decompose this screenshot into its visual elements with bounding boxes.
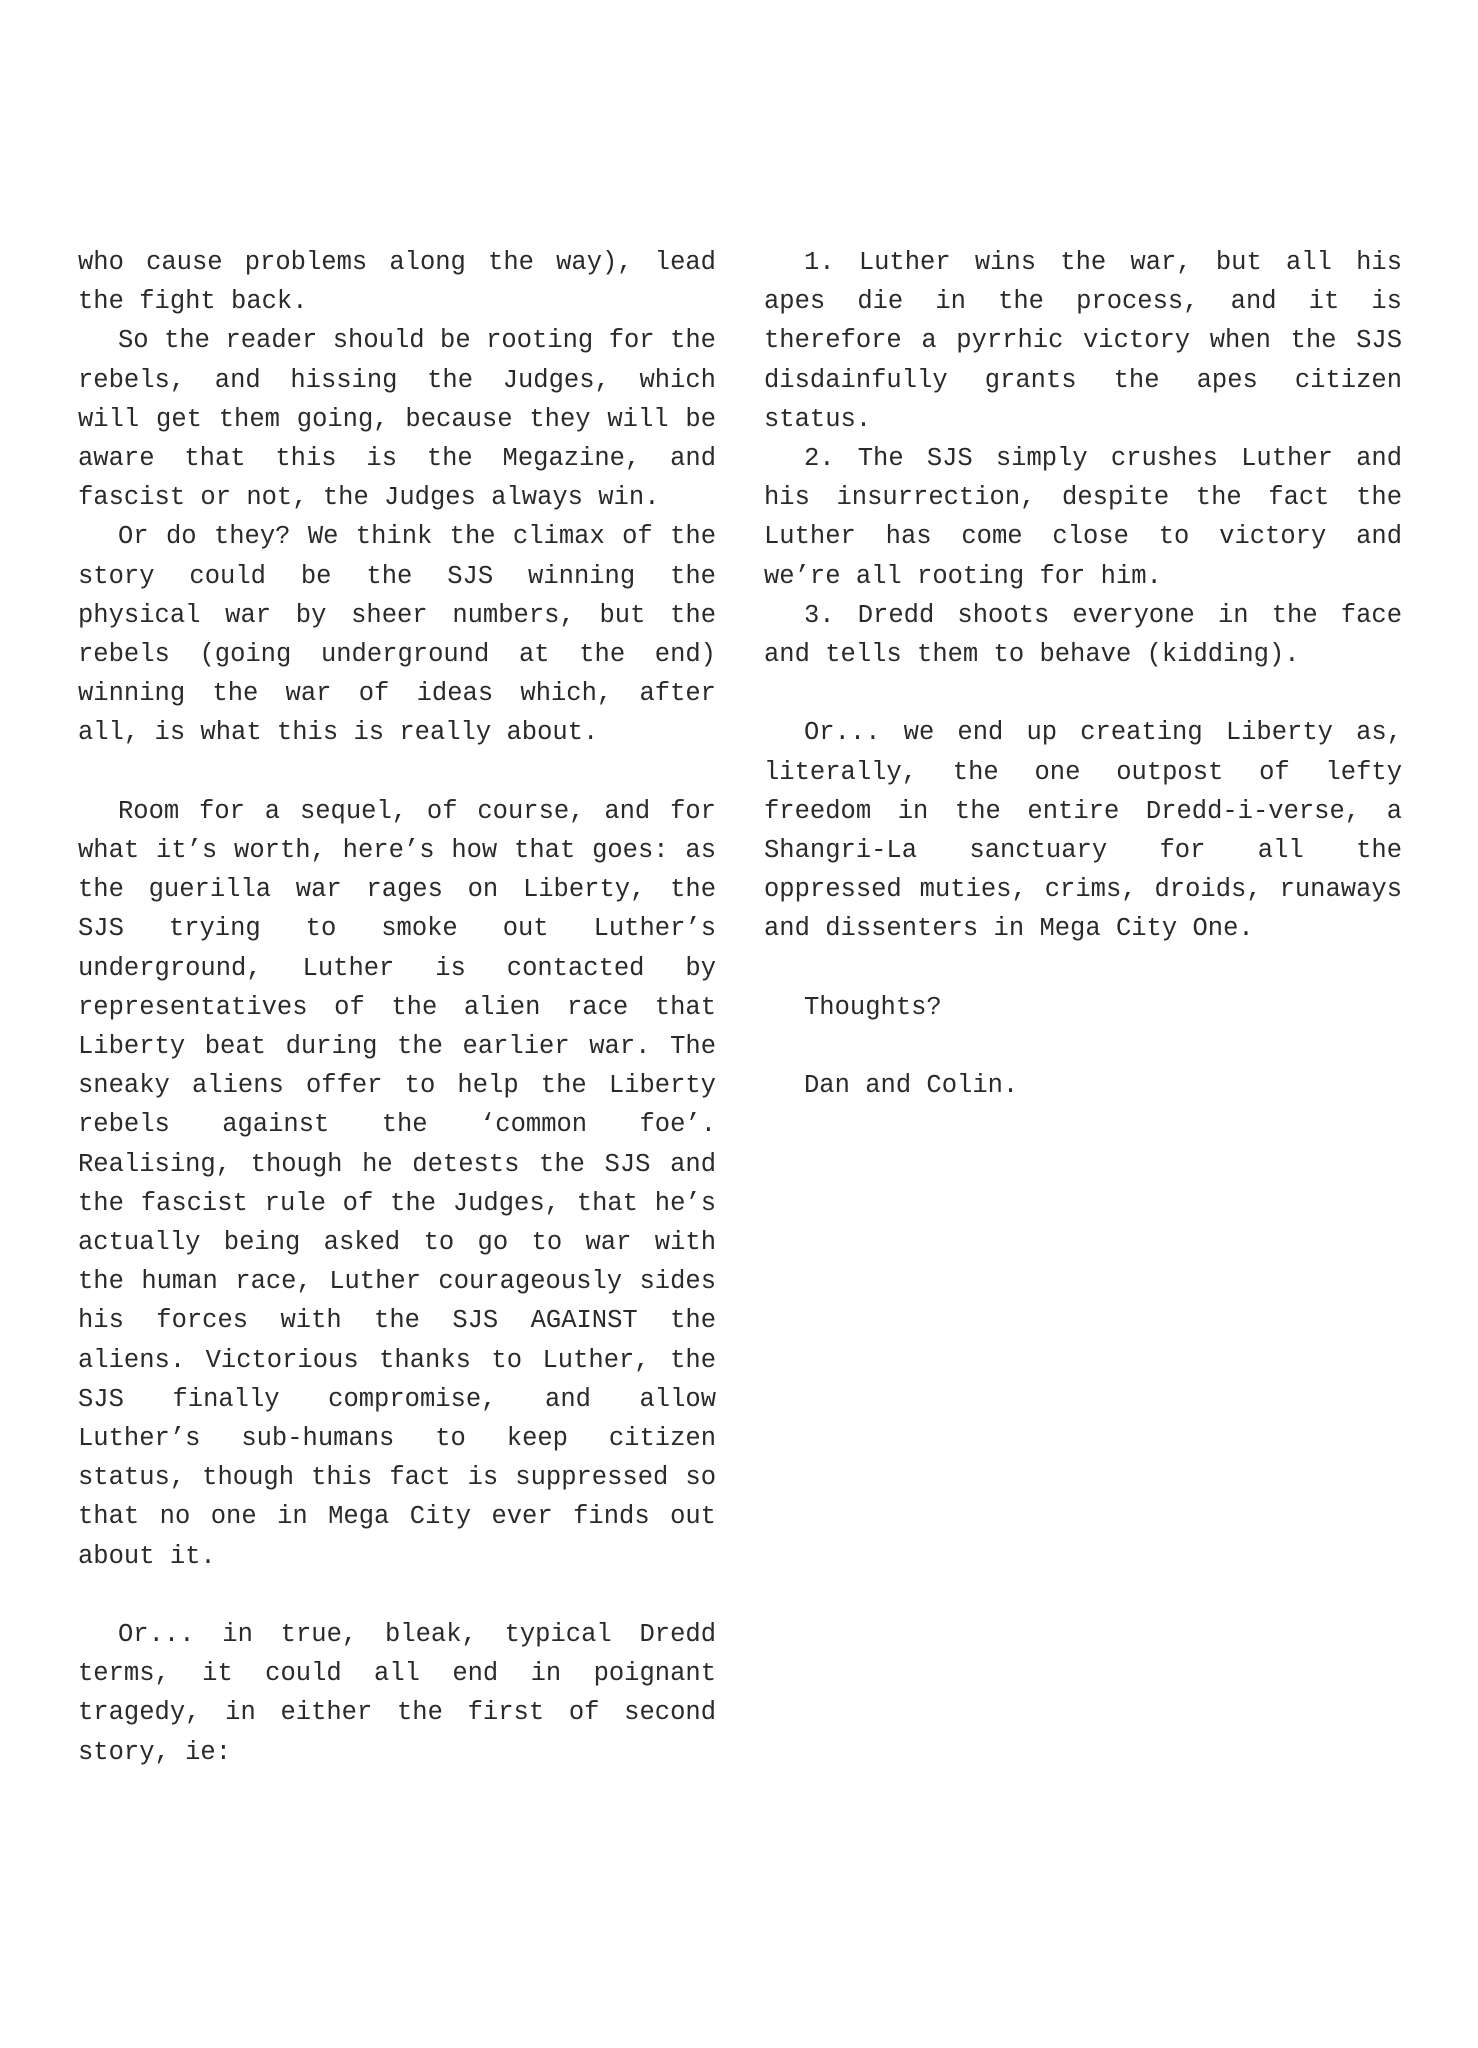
- left-text-column: [78, 243, 716, 1772]
- paragraph-tragedy: Or... in true, bleak, typical Dredd terms, it could all end in poignant tragedy, in either the first of second story, ie:: [78, 1620, 716, 1767]
- list-item-3: 3. Dredd shoots everyone in the face and tells them to behave (kidding).: [764, 600, 1402, 670]
- paragraph-sequel: Room for a sequel, of course, and for what it’s worth, here’s how that goes: as the guerilla war rages on Liberty, the SJS trying to smoke out Luther’s underground, Luther is contacted by representatives of the alien race that Liberty beat during the earlier war. The sneaky aliens offer to help the Liberty rebels against the ‘common foe’. Realising, though he detests the SJS and the fascist rule of the Judges, that he’s actually being asked to go to war with the human race, Luther courageously sides his forces with the SJS AGAINST the aliens. Victorious thanks to Luther, the SJS finally compromise, and allow Luther’s sub-humans to keep citizen status, though this fact is suppressed so that no one in Mega City ever finds out about it.: [78, 796, 716, 1571]
- paragraph-continuation: who cause problems along the way), lead the fight back.: [78, 248, 716, 317]
- right-text-column: [764, 243, 1402, 1105]
- paragraph-thoughts: Thoughts?: [804, 992, 942, 1022]
- signature-line: Dan and Colin.: [804, 1071, 1019, 1101]
- paragraph-rooting: So the reader should be rooting for the rebels, and hissing the Judges, which will get them going, because they will be aware that this is the Megazine, and fascist or not, the Judges always win.: [78, 326, 716, 513]
- list-item-1: 1. Luther wins the war, but all his apes die in the process, and it is therefore a pyrrhic victory when the SJS disdainfully grants the apes citizen status.: [764, 248, 1402, 434]
- paragraph-climax: Or do they? We think the climax of the story could be the SJS winning the physical war by sheer numbers, but the rebels (going underground at the end) winning the war of ideas which, after all, is what this is really about.: [78, 522, 716, 748]
- list-item-2: 2. The SJS simply crushes Luther and his insurrection, despite the fact the Luther has come close to victory and we’re all rooting for him.: [764, 444, 1402, 591]
- paragraph-liberty: Or... we end up creating Liberty as, literally, the one outpost of lefty freedom in the entire Dredd-i-verse, a Shangri-La sanctuary for all the oppressed muties, crims, droids, runaways and dissenters in Mega City One.: [764, 718, 1402, 944]
